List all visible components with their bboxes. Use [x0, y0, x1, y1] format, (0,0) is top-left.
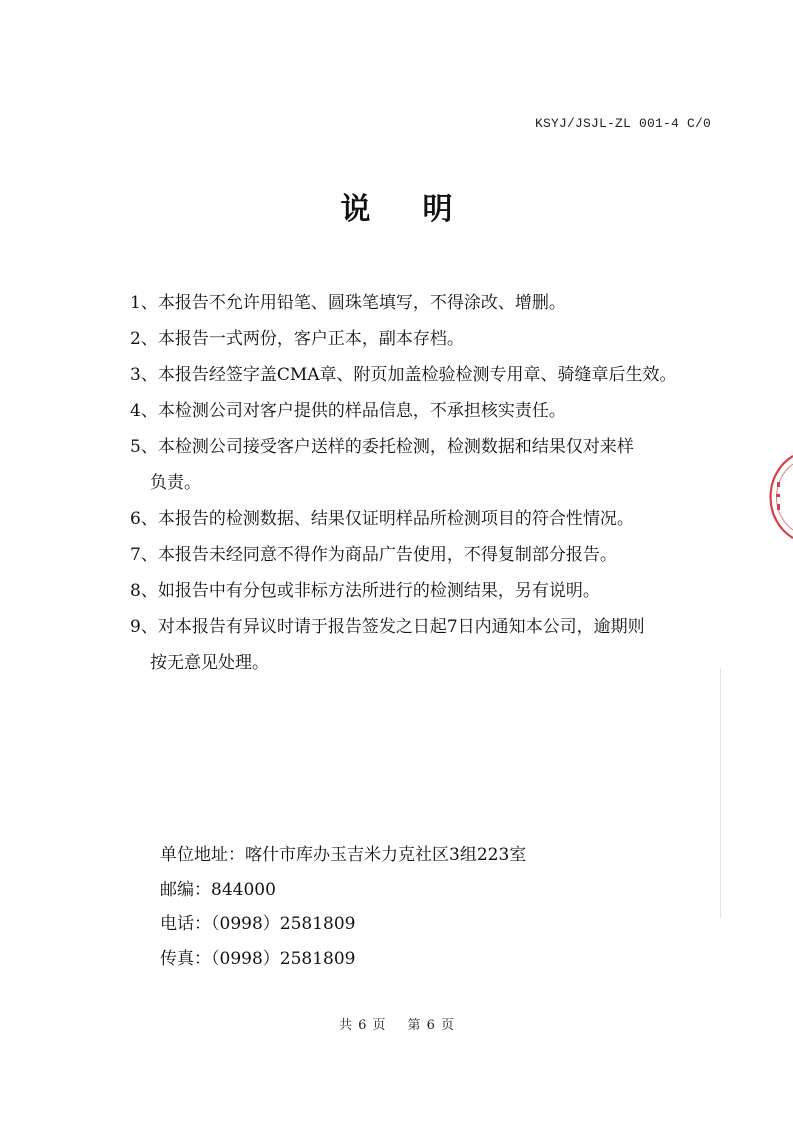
postcode-value: 844000	[211, 879, 276, 900]
perforation-seal-icon	[757, 452, 793, 542]
note-item	[130, 573, 730, 609]
note-text: 对本报告有异议时请于报告签发之日起7日内通知本公司，逾期则	[157, 617, 645, 637]
note-item	[130, 285, 730, 321]
current-page: 第 6 页	[407, 1018, 455, 1033]
note-text: 本检测公司接受客户送样的委托检测，检测数据和结果仅对来样	[157, 437, 634, 457]
total-pages: 共 6 页	[338, 1018, 386, 1033]
note-number: 1、	[130, 293, 158, 313]
note-text: 本检测公司对客户提供的样品信息，不承担核实责任。	[157, 401, 566, 421]
note-number: 7、	[130, 545, 158, 565]
fax-line	[160, 942, 680, 977]
fax-value: （0998）2581809	[211, 948, 356, 969]
note-text: 本报告经签字盖CMA章、附页加盖检验检测专用章、骑缝章后生效。	[157, 365, 677, 385]
note-item	[130, 537, 730, 573]
postcode-line	[160, 873, 680, 908]
note-text: 本报告未经同意不得作为商品广告使用，不得复制部分报告。	[157, 545, 617, 565]
note-text: 本报告的检测数据、结果仅证明样品所检测项目的符合性情况。	[157, 509, 634, 529]
note-number: 6、	[130, 509, 158, 529]
note-item	[130, 429, 730, 501]
note-text: 如报告中有分包或非标方法所进行的检测结果，另有说明。	[157, 581, 600, 601]
note-item	[130, 393, 730, 429]
phone-value: （0998）2581809	[211, 914, 356, 934]
note-item	[130, 321, 730, 357]
address-line	[160, 838, 680, 873]
note-text-continuation: 按无意见处理。	[150, 653, 269, 673]
note-number: 2、	[130, 329, 158, 349]
note-number: 5、	[130, 437, 158, 457]
page-footer	[0, 1014, 793, 1033]
note-item	[130, 357, 730, 393]
note-number: 4、	[130, 401, 158, 421]
document-code: KSYJ/JSJL-ZL 001-4 C/0	[534, 116, 711, 131]
note-text-continuation: 负责。	[150, 473, 201, 493]
notes-list	[130, 285, 730, 681]
postcode-label: 邮编：	[160, 879, 211, 900]
note-number: 9、	[130, 617, 158, 637]
fax-label: 传真：	[160, 948, 211, 969]
contact-info	[160, 838, 680, 976]
address-label: 单位地址：	[160, 845, 245, 865]
address-value: 喀什市库办玉吉米力克社区3组223室	[245, 845, 527, 865]
phone-label: 电话：	[160, 914, 211, 934]
page-title: 说明	[340, 192, 505, 227]
phone-line	[160, 907, 680, 942]
note-item	[130, 609, 730, 681]
note-text: 本报告一式两份，客户正本，副本存档。	[157, 329, 464, 349]
note-item	[130, 501, 730, 537]
note-text: 本报告不允许用铅笔、圆珠笔填写，不得涂改、增删。	[157, 293, 566, 313]
note-number: 3、	[130, 365, 158, 385]
scan-edge-line	[720, 668, 721, 918]
note-number: 8、	[130, 581, 158, 601]
